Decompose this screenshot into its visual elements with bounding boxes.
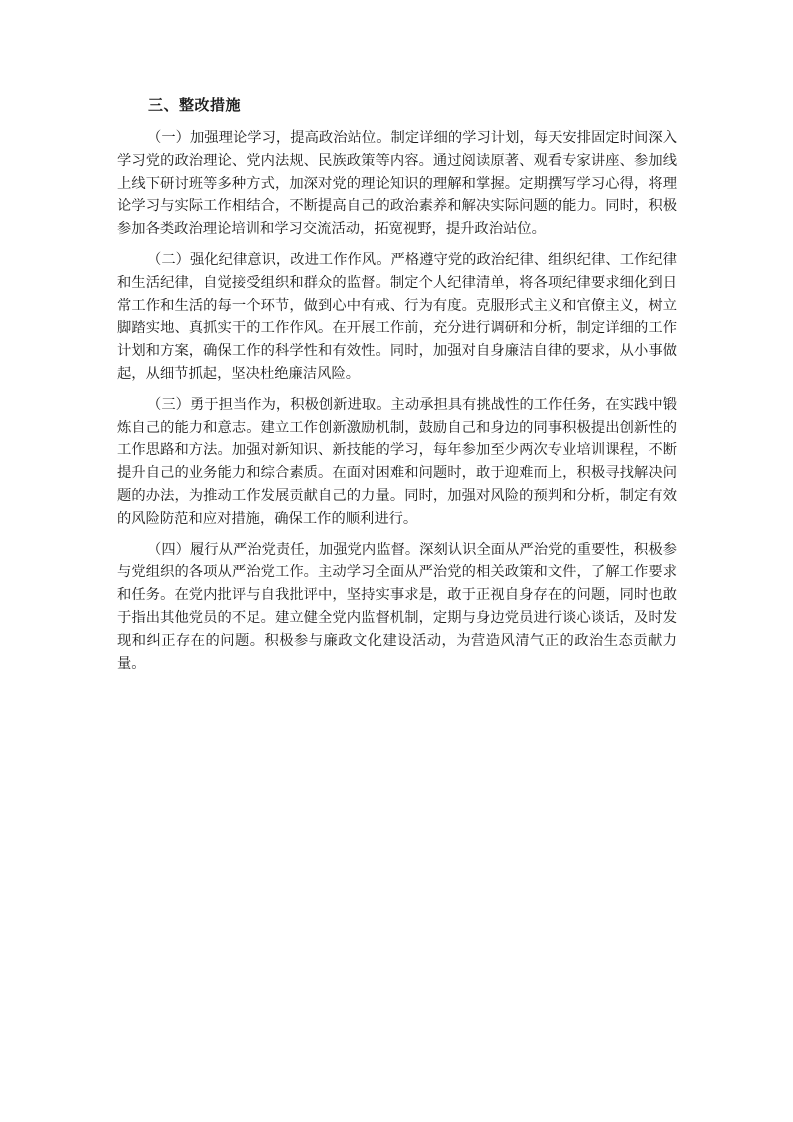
paragraph-2: （二）强化纪律意识，改进工作作风。严格遵守党的政治纪律、组织纪律、工作纪律和生活纪律，自觉接受组织和群众的监督。制定个人纪律清单，将各项纪律要求细化到日常工作和生活的每一个环节，做到心中有戒、行为有度。克服形式主义和官僚主义，树立脚踏实地、真抓实干的工作作风。在开展工作前，充分进行调研和分析，制定详细的工作计划和方案，确保工作的科学性和有效性。同时，加强对自身廉洁自律的要求，从小事做起，从细节抓起，坚决杜绝廉洁风险。 bbox=[117, 251, 677, 382]
paragraph-4: （四）履行从严治党责任，加强党内监督。深刻认识全面从严治党的重要性，积极参与党组织的各项从严治党工作。主动学习全面从严治党的相关政策和文件，了解工作要求和任务。在党内批评与自我批评中，坚持实事求是，敢于正视自身存在的问题，同时也敢于指出其他党员的不足。建立健全党内监督机制，定期与身边党员进行谈心谈话，及时发现和纠正存在的问题。积极参与廉政文化建设活动，为营造风清气正的政治生态贡献力量。 bbox=[117, 541, 677, 672]
paragraph-1: （一）加强理论学习，提高政治站位。制定详细的学习计划，每天安排固定时间深入学习党的政治理论、党内法规、民族政策等内容。通过阅读原著、观看专家讲座、参加线上线下研讨班等多种方式，加深对党的理论知识的理解和掌握。定期撰写学习心得，将理论学习与实际工作相结合，不断提高自己的政治素养和解决实际问题的能力。同时，积极参加各类政治理论培训和学习交流活动，拓宽视野，提升政治站位。 bbox=[117, 130, 677, 238]
section-heading: 三、整改措施 bbox=[148, 96, 242, 114]
paragraph-3: （三）勇于担当作为，积极创新进取。主动承担具有挑战性的工作任务，在实践中锻炼自己的能力和意志。建立工作创新激励机制，鼓励自己和身边的同事积极提出创新性的工作思路和方法。加强对新知识、新技能的学习，每年参加至少两次专业培训课程，不断提升自己的业务能力和综合素质。在面对困难和问题时，敢于迎难而上，积极寻找解决问题的办法，为推动工作发展贡献自己的力量。同时，加强对风险的预判和分析，制定有效的风险防范和应对措施，确保工作的顺利进行。 bbox=[117, 396, 677, 527]
document-page bbox=[117, 93, 677, 683]
